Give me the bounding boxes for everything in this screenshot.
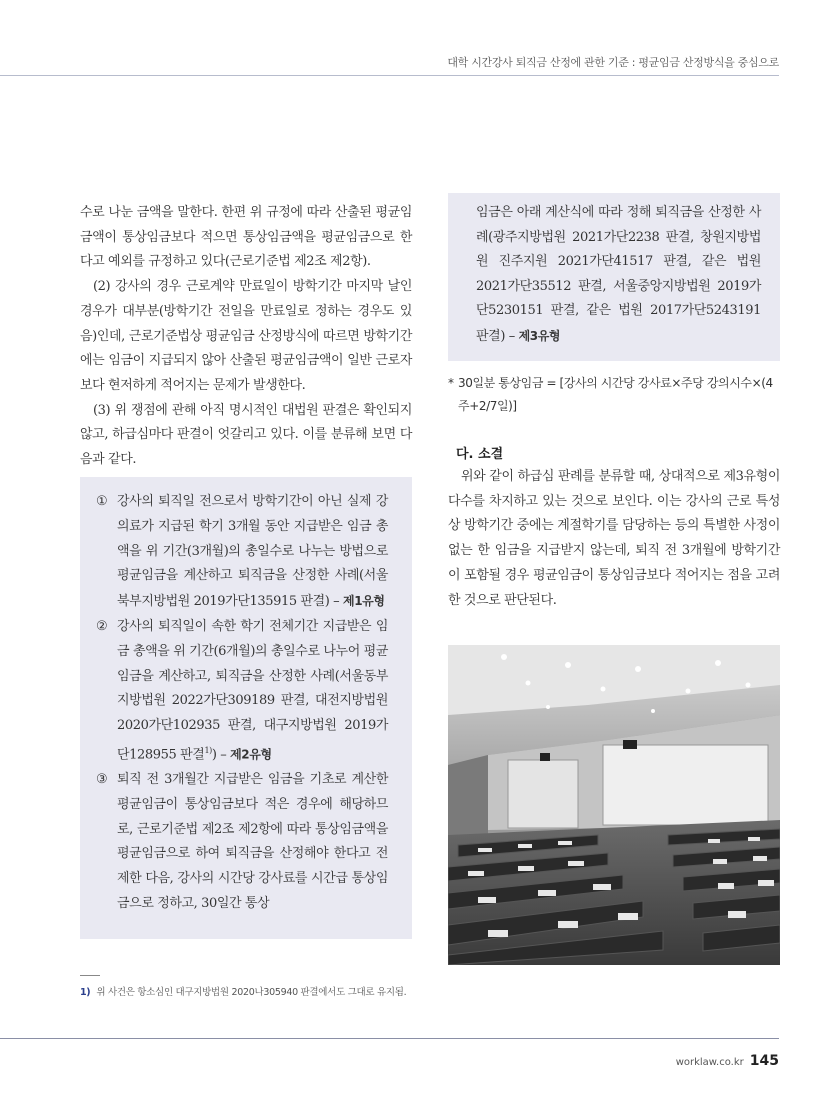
item-text: 강사의 퇴직일이 속한 학기 전체기간 지급받은 임금 총액을 위 기간(6개월)의 총일수로 나누어 평균임금을 계산하고, 퇴직금을 산정한 사례(서울동부지방법원 2022가단309189 판결, 대전지방법원 2020가단102935 판결, 대구지방법원 2019가단128955 판결: [117, 618, 388, 763]
item-text: 강사의 퇴직일 전으로서 방학기간이 아닌 실제 강의료가 지급된 학기 3개월 동안 지급받은 임금 총액을 위 기간(3개월)의 총일수로 나누는 방법으로 평균임금을 계산하고 퇴직금을 산정한 사례(서울북부지방법원 2019가단135915 판결) –: [117, 494, 388, 610]
footnote-text: 위 사건은 항소심인 대구지방법원 2020나305940 판결에서도 그대로 유지됨.: [96, 987, 407, 998]
case-3-continued: [476, 201, 761, 349]
section-heading: 다. 소결: [456, 447, 504, 462]
list-item: [96, 615, 388, 768]
paragraph-2: (2) 강사의 경우 근로계약 만료일이 방학기간 마지막 날인 경우가 대부분(방학기간 전일을 만료일로 정하는 경우도 있음)인데, 근로기준법상 평균임금 산정방식에 따르면 방학기간에는 임금이 지급되지 않아 산출된 평균임금액이 일반 근로자보다 현저하게 적어지는 문제가 발생한다.: [80, 279, 412, 393]
asterisk-mark: *: [448, 376, 454, 390]
footnote-rule: [80, 975, 100, 976]
page-number: 145: [749, 1053, 779, 1069]
formula-text: 30일분 통상임금 = [강사의 시간당 강사료×주당 강의시수×(4주+2/7일)]: [458, 376, 773, 413]
item-text: 퇴직 전 3개월간 지급받은 임금을 기초로 계산한 평균임금이 통상임금보다 적은 경우에 해당하므로, 근로기준법 제2조 제2항에 따라 통상임금액을 평균임금으로 하여 퇴직금을 산정해야 한다고 전제한 다음, 강사의 시간당 강사료를 시간급 통상임금으로 정하고, 30일간 통상: [117, 772, 388, 912]
item-text-tail: ) –: [211, 747, 231, 763]
page-footer: [676, 1050, 779, 1069]
left-column: [80, 201, 412, 473]
item-number: ①: [96, 494, 108, 509]
site-url[interactable]: worklaw.co.kr: [675, 1057, 744, 1068]
item-type: 제2유형: [230, 747, 272, 762]
case-list: [96, 490, 388, 917]
page-header: [0, 0, 835, 76]
header-rule: [0, 75, 779, 76]
paragraph-3: (3) 위 쟁점에 관해 아직 명시적인 대법원 판결은 확인되지 않고, 하급심마다 판결이 엇갈리고 있다. 이를 분류해 보면 다음과 같다.: [80, 402, 412, 468]
footnote: [80, 984, 406, 998]
section-body: [448, 465, 780, 613]
list-item: [96, 490, 388, 615]
item-number: ②: [96, 618, 108, 634]
lecture-hall-image: [448, 645, 780, 965]
lecture-hall-photo: [448, 645, 780, 965]
footer-rule: [0, 1038, 779, 1039]
footnote-ref[interactable]: 1): [204, 745, 212, 755]
list-item: [96, 768, 388, 917]
paragraph-1: 수로 나눈 금액을 말한다. 한편 위 규정에 따라 산출된 평균임금액이 통상임금보다 적으면 통상임금액을 평균임금으로 한다고 예외를 규정하고 있다(근로기준법 제2조 제2항).: [80, 205, 412, 270]
section-paragraph: 위와 같이 하급심 판례를 분류할 때, 상대적으로 제3유형이 다수를 차지하고 있는 것으로 보인다. 이는 강사의 근로 특성상 방학기간 중에는 계절학기를 담당하는 등의 특별한 사정이 없는 한 임금을 지급받지 않는데, 퇴직 전 3개월에 방학기간이 포함될 경우 평균임금이 통상임금보다 적어지는 점을 고려한 것으로 판단된다.: [448, 469, 780, 608]
item-type: 제1유형: [343, 594, 385, 609]
continued-text: 임금은 아래 계산식에 따라 정해 퇴직금을 산정한 사례(광주지방법원 2021가단2238 판결, 창원지방법원 진주지원 2021가단41517 판결, 같은 법원 2021가단35512 판결, 서울중앙지방법원 2019가단5230151 판결, 같은 법원 2017가단5243191 판결) –: [476, 205, 761, 344]
item-type: 제3유형: [518, 328, 561, 343]
item-number: ③: [96, 772, 108, 788]
running-title: 대학 시간강사 퇴직금 산정에 관한 기준 : 평균임금 산정방식을 중심으로: [447, 56, 779, 69]
footnote-number: 1): [80, 987, 91, 998]
formula-note: [448, 372, 780, 417]
